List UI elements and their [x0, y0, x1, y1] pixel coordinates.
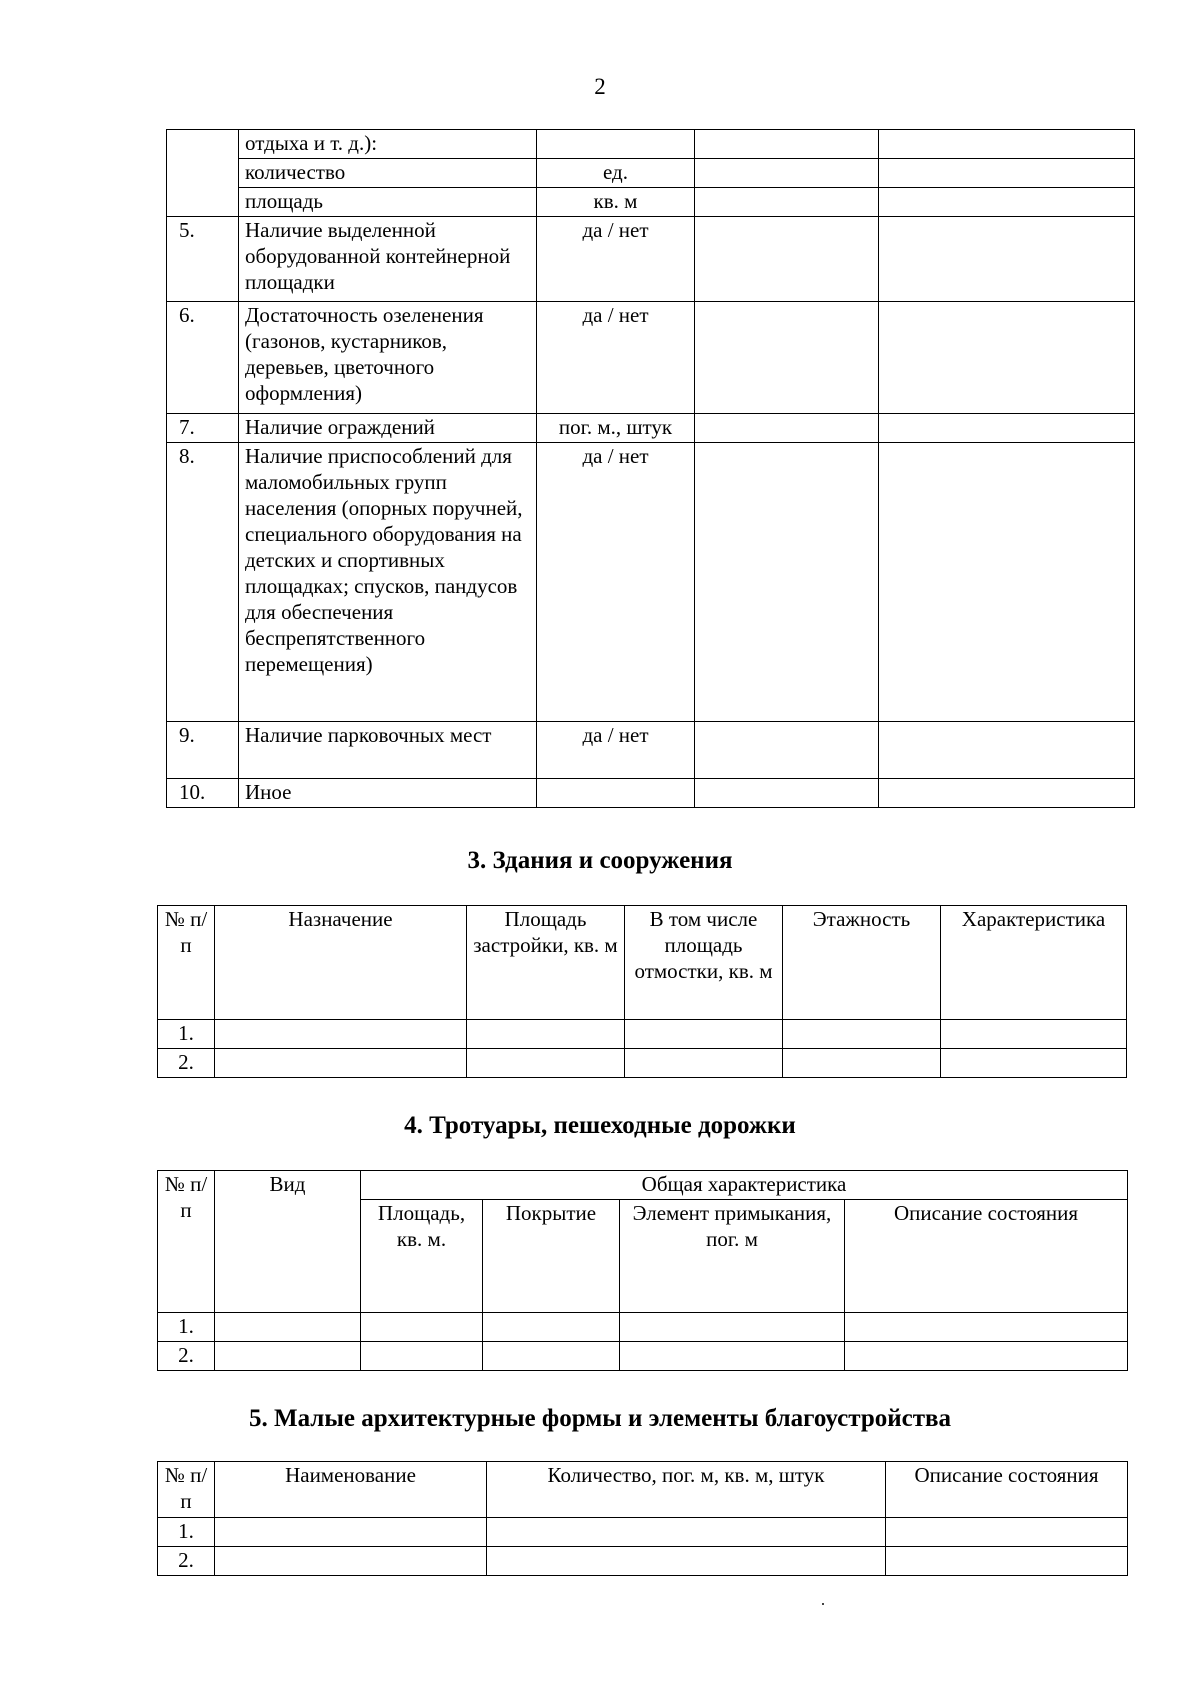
table-cell-text: Наличие парковочных мест: [239, 722, 537, 779]
table-header-row: [158, 1171, 1128, 1200]
table-cell[interactable]: [625, 1049, 783, 1078]
sidewalks-table: [157, 1170, 1128, 1371]
table-cell-value[interactable]: [879, 217, 1135, 302]
header-floors: Этажность: [783, 906, 941, 1020]
table-cell-unit: ед.: [537, 159, 695, 188]
table-cell[interactable]: [467, 1049, 625, 1078]
table-row: [167, 443, 1135, 722]
section-4-title: 4. Тротуары, пешеходные дорожки: [404, 1112, 796, 1139]
table-cell-unit[interactable]: [537, 779, 695, 808]
table-cell-text: Наличие приспособлений для маломобильных групп населения (опорных поручней, специального оборудования на детских и спортивных площадках; спусков, пандусов для обеспечения беспрепятственного перемещения): [239, 443, 537, 722]
table-cell-value[interactable]: [879, 188, 1135, 217]
header-general: Общая характеристика: [361, 1171, 1128, 1200]
header-num: № п/п: [158, 906, 215, 1020]
table-cell[interactable]: [783, 1049, 941, 1078]
table-cell-num: 9.: [167, 722, 239, 779]
table-row: [158, 1518, 1128, 1547]
header-characteristic: Характеристика: [941, 906, 1127, 1020]
table-cell-unit: да / нет: [537, 217, 695, 302]
row-num: 1.: [158, 1020, 215, 1049]
header-quantity: Количество, пог. м, кв. м, штук: [487, 1462, 886, 1518]
table-cell[interactable]: [215, 1547, 487, 1576]
table-row: [167, 414, 1135, 443]
table-cell-num: 5.: [167, 217, 239, 302]
table-cell-value[interactable]: [695, 217, 879, 302]
table-cell-text: количество: [239, 159, 537, 188]
table-cell[interactable]: [483, 1342, 620, 1371]
table-header-row: [158, 1462, 1128, 1518]
table-row: [158, 1342, 1128, 1371]
table-cell-value[interactable]: [695, 414, 879, 443]
row-num: 1.: [158, 1313, 215, 1342]
header-blind-area: В том числе площадь отмостки, кв. м: [625, 906, 783, 1020]
table-cell-value[interactable]: [695, 722, 879, 779]
table-cell[interactable]: [215, 1020, 467, 1049]
table-cell[interactable]: [215, 1342, 361, 1371]
table-cell-text: отдыха и т. д.):: [239, 130, 537, 159]
table-cell-unit[interactable]: [537, 130, 695, 159]
header-coating: Покрытие: [483, 1200, 620, 1313]
table-cell-value[interactable]: [695, 302, 879, 414]
table-cell-unit: кв. м: [537, 188, 695, 217]
table-row: [158, 1313, 1128, 1342]
header-area: Площадь, кв. м.: [361, 1200, 483, 1313]
table-cell-text: Достаточность озеленения (газонов, кустарников, деревьев, цветочного оформления): [239, 302, 537, 414]
table-cell[interactable]: [941, 1049, 1127, 1078]
table-cell[interactable]: [625, 1020, 783, 1049]
table-cell-value[interactable]: [879, 443, 1135, 722]
table-cell-unit: пог. м., штук: [537, 414, 695, 443]
table-cell-text: Иное: [239, 779, 537, 808]
table-cell-num: 10.: [167, 779, 239, 808]
table-cell[interactable]: [620, 1342, 845, 1371]
table-cell-num: 6.: [167, 302, 239, 414]
table-row: [167, 302, 1135, 414]
table-header-row: [158, 906, 1127, 1020]
table-cell-value[interactable]: [879, 130, 1135, 159]
table-cell-value[interactable]: [879, 722, 1135, 779]
header-num: № п/п: [158, 1171, 215, 1313]
table-cell[interactable]: [487, 1518, 886, 1547]
table-row: [167, 779, 1135, 808]
table-cell[interactable]: [845, 1342, 1128, 1371]
header-type: Вид: [215, 1171, 361, 1313]
table-cell-num: 8.: [167, 443, 239, 722]
row-num: 2.: [158, 1342, 215, 1371]
table-cell[interactable]: [215, 1313, 361, 1342]
table-cell-unit: да / нет: [537, 722, 695, 779]
scan-speck: [822, 1603, 824, 1605]
table-cell[interactable]: [886, 1547, 1128, 1576]
table-cell[interactable]: [215, 1049, 467, 1078]
row-num: 2.: [158, 1049, 215, 1078]
table-cell[interactable]: [845, 1313, 1128, 1342]
row-num: 2.: [158, 1547, 215, 1576]
header-num: № п/п: [158, 1462, 215, 1518]
table-cell-text: площадь: [239, 188, 537, 217]
table-cell-value[interactable]: [695, 779, 879, 808]
header-area: Площадь застройки, кв. м: [467, 906, 625, 1020]
table-row: [167, 722, 1135, 779]
table-row: [167, 188, 1135, 217]
header-condition: Описание состояния: [886, 1462, 1128, 1518]
table-cell[interactable]: [886, 1518, 1128, 1547]
header-name: Наименование: [215, 1462, 487, 1518]
header-condition: Описание состояния: [845, 1200, 1128, 1313]
table-top-continuation: [166, 129, 1135, 808]
table-cell-value[interactable]: [879, 159, 1135, 188]
table-cell[interactable]: [215, 1518, 487, 1547]
table-cell-value[interactable]: [695, 188, 879, 217]
table-row: [167, 159, 1135, 188]
row-num: 1.: [158, 1518, 215, 1547]
buildings-table: [157, 905, 1127, 1078]
table-cell-unit: да / нет: [537, 302, 695, 414]
table-row: [158, 1020, 1127, 1049]
table-cell-value[interactable]: [879, 302, 1135, 414]
table-cell[interactable]: [487, 1547, 886, 1576]
table-cell-value[interactable]: [695, 130, 879, 159]
table-cell-num: 7.: [167, 414, 239, 443]
table-cell-text: Наличие ограждений: [239, 414, 537, 443]
table-cell-value[interactable]: [879, 414, 1135, 443]
table-cell-num[interactable]: [167, 130, 239, 217]
section-5-title: 5. Малые архитектурные формы и элементы благоустройства: [248, 1405, 952, 1432]
header-adjoining: Элемент примыкания, пог. м: [620, 1200, 845, 1313]
page-number: 2: [594, 74, 606, 99]
small-forms-table: [157, 1461, 1128, 1576]
header-purpose: Назначение: [215, 906, 467, 1020]
table-cell[interactable]: [941, 1020, 1127, 1049]
table-cell[interactable]: [467, 1020, 625, 1049]
table-row: [167, 130, 1135, 159]
table-cell[interactable]: [361, 1342, 483, 1371]
table-cell-value[interactable]: [695, 159, 879, 188]
table-cell-value[interactable]: [695, 443, 879, 722]
table-row: [158, 1547, 1128, 1576]
table-cell[interactable]: [620, 1313, 845, 1342]
table-cell[interactable]: [361, 1313, 483, 1342]
table-row: [167, 217, 1135, 302]
table-cell-unit: да / нет: [537, 443, 695, 722]
table-cell-value[interactable]: [879, 779, 1135, 808]
table-cell-text: Наличие выделенной оборудованной контейнерной площадки: [239, 217, 537, 302]
table-row: [158, 1049, 1127, 1078]
table-cell[interactable]: [483, 1313, 620, 1342]
table-cell[interactable]: [783, 1020, 941, 1049]
section-3-title: 3. Здания и сооружения: [467, 847, 733, 874]
